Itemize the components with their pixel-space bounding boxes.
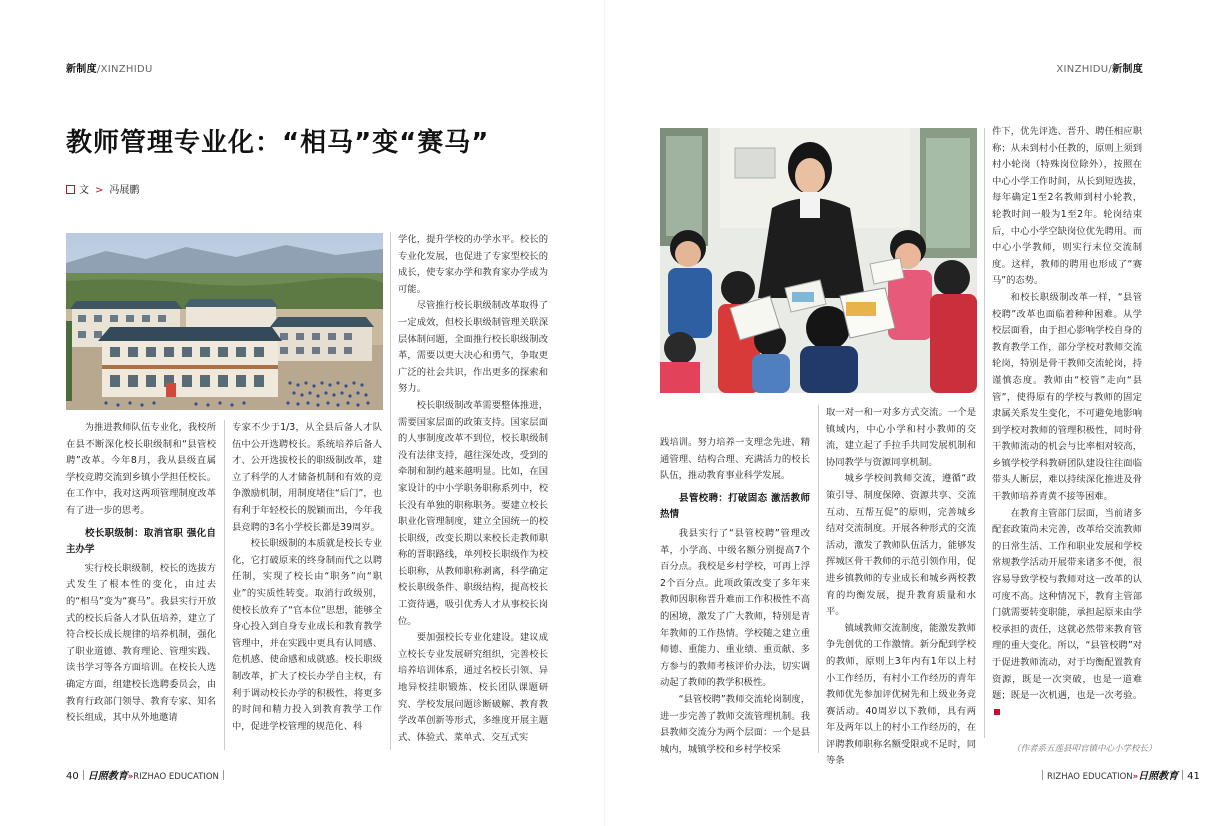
text-column-1 — [66, 420, 216, 752]
paragraph: 件下，优先评选、晋升、聘任相应职称；从未到村小任教的，原则上须到村小轮岗（特殊岗位除外），按照在中心小学工作时间，从长到短选拔，每年确定1至2名教师到村小轮教，轮教时间一般为1至2年。轮岗结束后，中心小学空缺岗位优先聘用。而中心小学教师，则实行末位交流制度。这样，教师的聘用也形成了“赛马”的态势。 — [992, 126, 1142, 287]
page-number: 40 — [66, 771, 79, 782]
footer-chevron-icon: » — [1132, 772, 1139, 782]
left-page — [0, 0, 604, 826]
footer-divider — [83, 770, 84, 780]
text-column-2 — [232, 420, 382, 752]
text-column-5 — [826, 405, 976, 767]
paragraph: 学化，提升学校的办学水平。校长的专业化发展，也促进了专家型校长的成长，使专家办学和教育家办学成为可能。 — [398, 234, 548, 295]
text-column-4 — [660, 435, 810, 755]
left-footer — [66, 767, 228, 782]
paragraph: 校长职级制改革需要整体推进，需要国家层面的政策支持。国家层面的人事制度改革不到位，校长职级制没有法律支持，越往深处改，受到的牵制和制约越来越明显。比如，在国家设计的中小学职务职称系列中，校长没有单独的职称职务。要建立校长职业化管理制度，建立全国统一的校长职级，改变长期以来校长走教师职称的晋职路线，单列校长职级作为校长职称，从教师职称剥离，科学确定校长职级条件、职级结构，提高校长工资待遇，吸引优秀人才从事校长岗位。 — [398, 399, 548, 627]
section-label-cn: 新制度 — [1112, 64, 1143, 75]
column-divider — [224, 420, 225, 750]
section-label-en: XINZHIDU — [100, 64, 153, 75]
school-campus-photo — [66, 233, 383, 410]
paragraph: 和校长职级制改革一样，“县管校聘”改革也面临着种种困难。从学校层面看，由于担心影响学校自身的教育教学工作，部分学校对教师交流轮岗，特别是骨干教师交流轮岗，持谨慎态度。教师由“校管”走向“县管”，使得原有的学校与教师的固定隶属关系发生变化，不可避免地影响到学校对教师的管理积极性，同时骨干教师流动的机会与比率相对较高，乡镇学校学科教研团队建设往往面临带头人断层，难以持续深化推进及骨干教师培养青黄不接等困难。 — [992, 291, 1142, 503]
column-divider — [390, 232, 391, 750]
magazine-logo: 日照教育 — [87, 771, 128, 782]
footer-divider — [1182, 770, 1183, 780]
magazine-logo: 日照教育 — [1138, 771, 1179, 782]
magazine-name-en: RIZHAO EDUCATION — [133, 772, 219, 782]
teacher-students-photo — [660, 128, 977, 393]
magazine-name-en: RIZHAO EDUCATION — [1047, 772, 1133, 782]
byline-prefix: 文 — [79, 185, 89, 196]
paragraph: 城乡学校间教师交流，遵循“政策引导、制度保障、资源共享、交流互动、互帮互促”的原则，完善城乡结对交流制度。开展各种形式的交流活动，激发了教师队伍活力，能够发挥城区骨干教师的示范引领作用，促进乡镇教师的专业成长和城乡两校教育的均衡发展，提升教育质量和水平。 — [826, 473, 976, 618]
section-heading: 县管校聘：打破固态 激活教师热情 — [660, 492, 810, 521]
byline-square-icon — [66, 185, 75, 194]
paragraph: 实行校长职级制，校长的选拔方式发生了根本性的变化，由过去的“相马”变为“赛马”。我县实行开放式的校长后备人才队伍培养，建立了符合校长成长规律的培养机制，强化了职业道德、教育理论、管理实践、读书学习等各方面培训。在校长人选确定方面，组建校长选聘委员会，由教育行政部门领导、教育专家、知名校长组成，其中从外地邀请 — [66, 562, 216, 724]
text-column-3 — [398, 232, 548, 752]
paragraph: 践培训。努力培养一支理念先进、精通管理、结构合理、充满活力的校长队伍，推动教育事业科学发展。 — [660, 437, 810, 482]
paragraph — [992, 506, 1142, 722]
section-label-en: XINZHIDU — [1056, 64, 1109, 75]
right-footer — [1038, 767, 1200, 782]
paragraph-text: 在教育主管部门层面，当前诸多配套政策尚未完善，改革给交流教师的日常生活、工作和职业发展和学校常规教学活动开展带来诸多不便，很容易导致学校与教师对这一改革的认可度不高。这种情况下，教育主管部门就需要转变职能，承担起原来由学校承担的责任，这就必然带来教育管理的重大变化。所以，“县管校聘”对于促进教师流动，对于均衡配置教育资源，既是一次突破，也是一道难题；既是一次机遇，也是一次考验。 — [992, 507, 1142, 702]
author-note: （作者系五莲县叩官镇中心小学校长） — [1012, 744, 1157, 754]
byline — [66, 181, 139, 196]
article-title: 教师管理专业化：“相马”变“赛马” — [66, 128, 490, 158]
paragraph: 我县实行了“县管校聘”管理改革，小学高、中级名额分别提高7个百分点。我校是乡村学校，可再上浮2个百分点。此项政策改变了多年来教师因职称晋升难而工作积极性不高的困境，激发了广大教师，特别是青年教师的工作热情。学校随之建立重师德、重能力、重业绩、重贡献、多方参与的教师考核评价办法，切实调动起了教师的教学积极性。 — [660, 527, 810, 689]
byline-arrow-icon: > — [95, 185, 104, 196]
paragraph: 为推进教师队伍专业化，我校所在县不断深化校长职级制和“县管校聘”改革。今年8月，我从县级直属学校竞聘交流到乡镇小学担任校长。在工作中，我对这两项管理制度改革有了进一步的思考。 — [66, 422, 216, 516]
left-section-header: 新制度/XINZHIDU — [66, 64, 153, 75]
text-column-6 — [992, 124, 1142, 736]
end-mark-icon — [994, 709, 1000, 715]
section-heading: 校长职级制：取消官职 强化自主办学 — [66, 527, 216, 556]
footer-divider — [1042, 770, 1043, 780]
paragraph: 专家不少于1/3，从全县后备人才队伍中公开选聘校长。系统培养后备人才、公开选拔校长的职级制改革，建立了科学的人才储备机制和有效的竞争激励机制，用制度堵住“后门”，也有利于年轻校长的脱颖而出，今年我县竞聘的3名小学校长都是39周岁。 — [232, 422, 382, 533]
page-number: 41 — [1187, 771, 1200, 782]
paragraph: 校长职级制的本质就是校长专业化，它打破原来的终身制而代之以聘任制，实现了校长由“职务”向“职业”的实质性转变。取消行政级别，使校长放弃了“官本位”思想，能够全身心投入到自身专业成长和教育教学管理中，并在实践中更具有认同感、危机感、使命感和成就感。校长职级制改革，扩大了校长办学自主权，有利于调动校长办学的积极性，将更多的时间和精力投入到教育教学工作中，促进学校管理的规范化、科 — [232, 538, 382, 732]
paragraph: 要加强校长专业化建设。建议成立校长专业发展研究组织，完善校长培养培训体系，通过名校长引领、异地异校挂职锻炼、校长团队课题研究、学校发展问题诊断破解、教育教学改革创新等形式，多维度开展主题式、体验式、菜单式、交互式实 — [398, 632, 548, 743]
footer-divider — [223, 770, 224, 780]
paragraph: “县管校聘”教师交流轮岗制度，进一步完善了教师交流管理机制。我县教师交流分为两个层面：一个是县城内，城镇学校和乡村学校采 — [660, 693, 810, 755]
footer-chevron-icon: » — [127, 772, 134, 782]
paragraph: 镇域教师交流制度，能激发教师争先创优的工作激情。新分配到学校的教师，原则上3年内有1年以上村小工作经历，有村小工作经历的青年教师优先参加评优树先和上级业务竞赛活动。40周岁以下教师，具有两年及两年以上的村小工作经历的，在评聘教师职称名额受限或不足时，同等条 — [826, 622, 976, 767]
teacher-students-illustration — [660, 128, 977, 393]
school-campus-illustration — [66, 233, 383, 410]
right-section-header: XINZHIDU/新制度 — [1056, 64, 1143, 75]
paragraph: 尽管推行校长职级制改革取得了一定成效，但校长职级制管理关联深层体制问题，全面推行校长职级制改革，需要以更大决心和勇气，争取更广泛的社会共识，作出更多的探索和努力。 — [398, 300, 548, 395]
author-name: 冯展鹏 — [109, 185, 140, 196]
column-divider — [984, 128, 985, 738]
paragraph: 取一对一和一对多方式交流。一个是镇域内，中心小学和村小教师的交流，建立起了手拉手共同发展机制和协同教学与资源同享机制。 — [826, 407, 976, 468]
column-divider — [818, 405, 819, 753]
section-label-cn: 新制度 — [66, 64, 97, 75]
